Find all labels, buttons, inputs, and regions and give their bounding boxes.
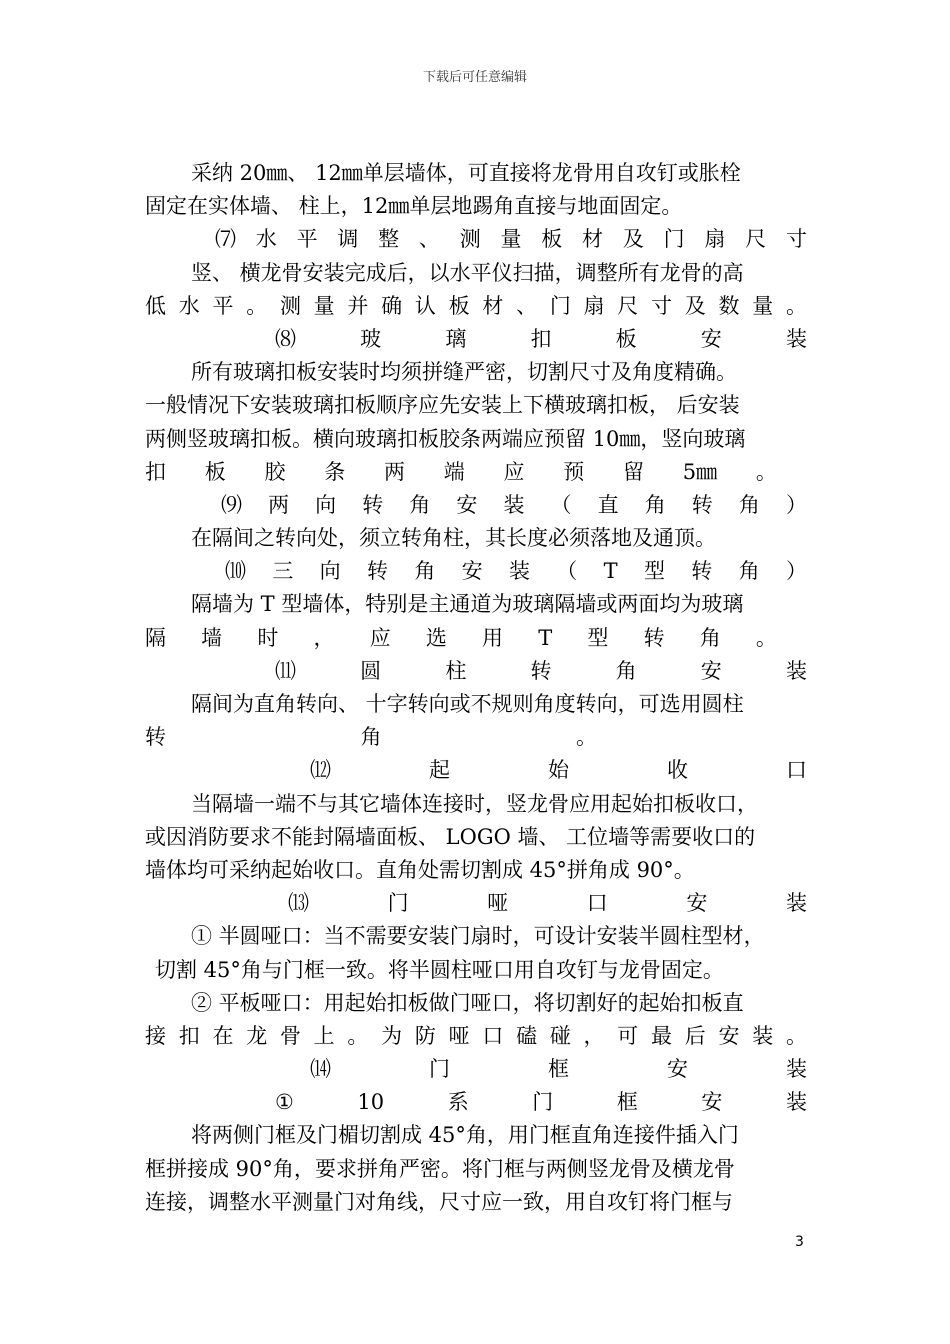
text-line: 当隔墙一端不与其它墙体连接时，竖龙骨应用起始扣板收口，: [191, 791, 758, 816]
page-number: 3: [795, 1234, 804, 1250]
text-line: ② 平板哑口：用起始扣板做门哑口，将切割好的起始扣板直: [191, 990, 744, 1015]
section-heading-9: ⑼ 两 向 转 角 安 装 （ 直 角 转 角 ）: [221, 492, 807, 517]
text-line: 切割 45°角与门框一致。将半圆柱哑口用自攻钉与龙骨固定。: [155, 957, 724, 982]
section-heading-7: ⑺ 水 平 调 整 、 测 量 板 材 及 门 扇 尺 寸: [215, 227, 807, 252]
text-line: 低 水 平 。 测 量 并 确 认 板 材 、 门 扇 尺 寸 及 数 量 。: [145, 293, 807, 318]
section-heading-13: ⒀ 门 哑 口 安 装: [288, 891, 807, 916]
section-heading-14: ⒁ 门 框 安 装: [310, 1057, 807, 1082]
section-heading-10: ⑽ 三 向 转 角 安 装 （ T 型 转 角 ）: [225, 559, 807, 584]
text-line: 连接，调整水平测量门对角线，尺寸应一致，用自攻钉将门框与: [145, 1189, 733, 1214]
text-line: 框拼接成 90°角，要求拼角严密。将门框与两侧竖龙骨及横龙骨: [145, 1156, 735, 1181]
text-line: 所有玻璃扣板安装时均须拼缝严密，切割尺寸及角度精确。: [191, 360, 737, 385]
text-line: 隔墙为 T 型墙体，特别是主通道为玻璃隔墙或两面均为玻璃: [191, 592, 744, 617]
text-line: 两侧竖玻璃扣板。横向玻璃扣板胶条两端应预留 10㎜，竖向玻璃: [145, 426, 746, 451]
text-line: 或因消防要求不能封隔墙面板、 LOGO 墙、 工位墙等需要收口的: [145, 824, 756, 849]
text-line: 竖、 横龙骨安装完成后，以水平仪扫描，调整所有龙骨的高: [191, 260, 744, 285]
text-line: 扣 板 胶 条 两 端 应 预 留 5㎜ 。: [145, 459, 777, 484]
section-heading-8: ⑻ 玻 璃 扣 板 安 装: [275, 326, 807, 351]
subsection-heading: ① 10 系 门 框 安 装: [275, 1090, 807, 1115]
text-line: 一般情况下安装玻璃扣板顺序应先安装上下横玻璃扣板， 后安装: [145, 393, 740, 418]
text-line: 墙体均可采纳起始收口。直角处需切割成 45°拼角成 90°。: [145, 857, 695, 882]
text-line: 隔间为直角转向、 十字转向或不规则角度转向，可选用圆柱: [191, 692, 744, 716]
document-body: [145, 157, 807, 1219]
section-heading-12: ⑿ 起 始 收 口: [310, 758, 807, 783]
text-line: 在隔间之转向处，须立转角柱，其长度必须落地及通顶。: [191, 526, 716, 551]
section-heading-11: ⑾ 圆 柱 转 角 安 装: [275, 658, 807, 683]
text-line: 隔 墙 时 ， 应 选 用 T 型 转 角 。: [145, 625, 777, 650]
text-line: 采纳 20㎜、 12㎜单层墙体，可直接将龙骨用自攻钉或胀栓: [191, 161, 741, 185]
text-line: 固定在实体墙、 柱上，12㎜单层地踢角直接与地面固定。: [145, 194, 683, 219]
text-line: ① 半圆哑口：当不需要安装门扇时，可设计安装半圆柱型材，: [191, 924, 765, 949]
text-line: 将两侧门框及门楣切割成 45°角，用门框直角连接件插入门: [191, 1123, 739, 1148]
text-line: 接 扣 在 龙 骨 上 。 为 防 哑 口 磕 碰 ， 可 最 后 安 装 。: [145, 1023, 807, 1048]
text-line: 转 角 。: [145, 725, 597, 750]
page-header: 下载后可任意编辑: [422, 70, 527, 85]
